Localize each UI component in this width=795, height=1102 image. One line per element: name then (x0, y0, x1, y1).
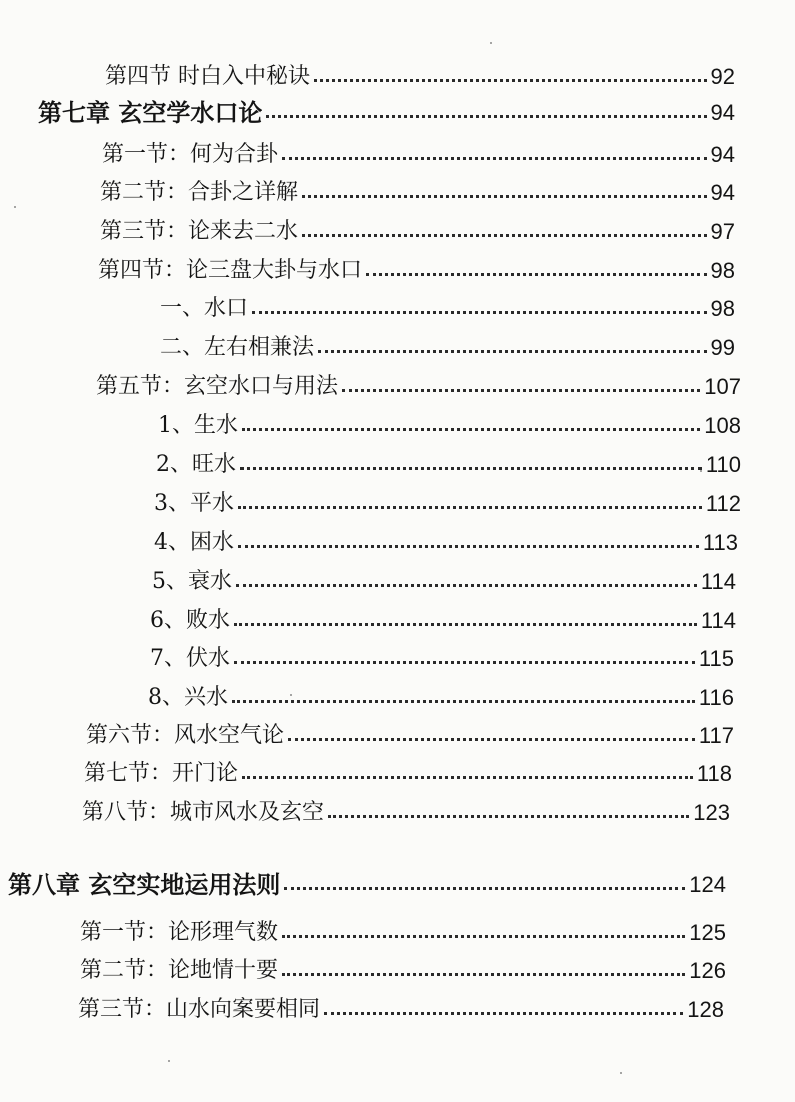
toc-leader-dots (288, 738, 695, 741)
toc-entry-label: 第六节：风水空气论 (86, 723, 285, 748)
toc-entry-label: 第三节：山水向案要相同 (78, 997, 321, 1022)
toc-leader-dots (282, 973, 685, 976)
toc-leader-dots (366, 273, 707, 276)
toc-entry-label: 6、败水 (150, 608, 230, 633)
toc-leader-dots (284, 887, 685, 890)
toc-chapter (8, 868, 726, 898)
scan-speck (168, 1060, 170, 1062)
toc-leader-dots (324, 1012, 683, 1015)
toc-entry-label: 5、衰水 (152, 569, 232, 594)
toc-leader-dots (240, 467, 702, 470)
toc-page-number: 116 (698, 685, 734, 710)
toc-entry-label: 第二节：合卦之详解 (100, 180, 299, 205)
toc-entry-label: 第一节：何为合卦 (102, 142, 279, 167)
toc-entry (80, 954, 726, 984)
toc-page-number: 126 (689, 958, 726, 983)
toc-leader-dots (282, 157, 707, 160)
toc-leader-dots (302, 195, 707, 198)
toc-entry-label: 8、兴水 (148, 685, 228, 710)
toc-chapter (38, 96, 735, 126)
toc-leader-dots (282, 935, 685, 938)
toc-page-number: 92 (710, 64, 735, 89)
toc-entry (150, 642, 734, 672)
toc-page-number: 108 (704, 413, 741, 438)
toc-leader-dots (342, 389, 700, 392)
toc-entry (100, 215, 735, 245)
toc-entry (82, 796, 730, 826)
toc-entry-label: 第五节：玄空水口与用法 (96, 374, 339, 399)
toc-page-number: 125 (689, 920, 726, 945)
scan-speck (290, 694, 292, 696)
toc-page-number: 114 (700, 608, 736, 633)
toc-chapter-label: 第七章 玄空学水口论 (38, 99, 263, 127)
toc-page-number: 98 (710, 258, 735, 283)
toc-entry (154, 526, 738, 556)
toc-entry-label: 4、困水 (154, 530, 234, 555)
toc-leader-dots (234, 623, 697, 626)
toc-page-number: 94 (710, 142, 735, 167)
toc-page-number: 107 (704, 374, 741, 399)
toc-page-number: 128 (687, 997, 724, 1022)
toc-leader-dots (232, 700, 695, 703)
toc-page-number: 97 (710, 219, 735, 244)
toc-leader-dots (242, 776, 693, 779)
toc-entry (96, 370, 741, 400)
scan-speck (620, 1072, 622, 1074)
toc-entry (152, 565, 736, 595)
toc-leader-dots (238, 545, 699, 548)
scan-speck (14, 206, 16, 208)
toc-entry (148, 681, 734, 711)
toc-entry (160, 331, 735, 361)
toc-entry-label: 第二节：论地情十要 (80, 958, 279, 983)
toc-page-number: 114 (700, 569, 736, 594)
toc-entry-label: 1、生水 (158, 413, 238, 438)
toc-entry (102, 138, 735, 168)
toc-entry (154, 487, 741, 517)
toc-chapter-label: 第八章 玄空实地运用法则 (8, 871, 281, 899)
toc-entry-label: 第三节：论来去二水 (100, 219, 299, 244)
toc-leader-dots (318, 350, 707, 353)
toc-page-number: 99 (710, 335, 735, 360)
toc-entry-label: 第八节：城市风水及玄空 (82, 800, 325, 825)
toc-leader-dots (252, 311, 707, 314)
toc-page-number: 118 (696, 761, 732, 786)
toc-entry (105, 60, 735, 90)
toc-entry-label: 一、水口 (160, 296, 249, 321)
toc-leader-dots (242, 428, 700, 431)
toc-entry-label: 第四节：论三盘大卦与水口 (98, 258, 363, 283)
toc-page-number: 113 (702, 530, 738, 555)
toc-entry-label: 2、旺水 (156, 452, 236, 477)
toc-page-number: 94 (710, 180, 735, 205)
toc-entry-label: 第七节：开门论 (84, 761, 239, 786)
toc-page-number: 94 (710, 100, 735, 125)
toc-page-number: 117 (698, 723, 734, 748)
toc-leader-dots (266, 115, 706, 118)
toc-entry (160, 292, 735, 322)
toc-entry (150, 604, 736, 634)
toc-leader-dots (236, 584, 697, 587)
toc-entry (84, 757, 732, 787)
toc-page-number: 124 (689, 872, 726, 897)
toc-entry-label: 7、伏水 (150, 646, 230, 671)
toc-entry (80, 916, 726, 946)
toc-entry-label: 二、左右相兼法 (160, 335, 315, 360)
toc-leader-dots (328, 815, 689, 818)
toc-entry (100, 176, 735, 206)
toc-leader-dots (302, 234, 707, 237)
toc-entry (86, 719, 734, 749)
toc-entry (156, 448, 741, 478)
toc-leader-dots (314, 79, 707, 82)
toc-entry-label: 第一节：论形理气数 (80, 920, 279, 945)
toc-entry (78, 993, 724, 1023)
toc-entry (158, 409, 741, 439)
toc-entry-label: 第四节 时白入中秘诀 (105, 64, 310, 89)
scan-speck (490, 42, 492, 44)
toc-page-number: 98 (710, 296, 735, 321)
scan-speck (700, 470, 702, 472)
toc-entry (98, 254, 735, 284)
toc-page-number: 115 (698, 646, 734, 671)
toc-page-number: 112 (705, 491, 741, 516)
toc-leader-dots (234, 661, 695, 664)
toc-page-number: 110 (705, 452, 741, 477)
toc-page-number: 123 (693, 800, 730, 825)
toc-leader-dots (238, 506, 702, 509)
toc-entry-label: 3、平水 (154, 491, 234, 516)
